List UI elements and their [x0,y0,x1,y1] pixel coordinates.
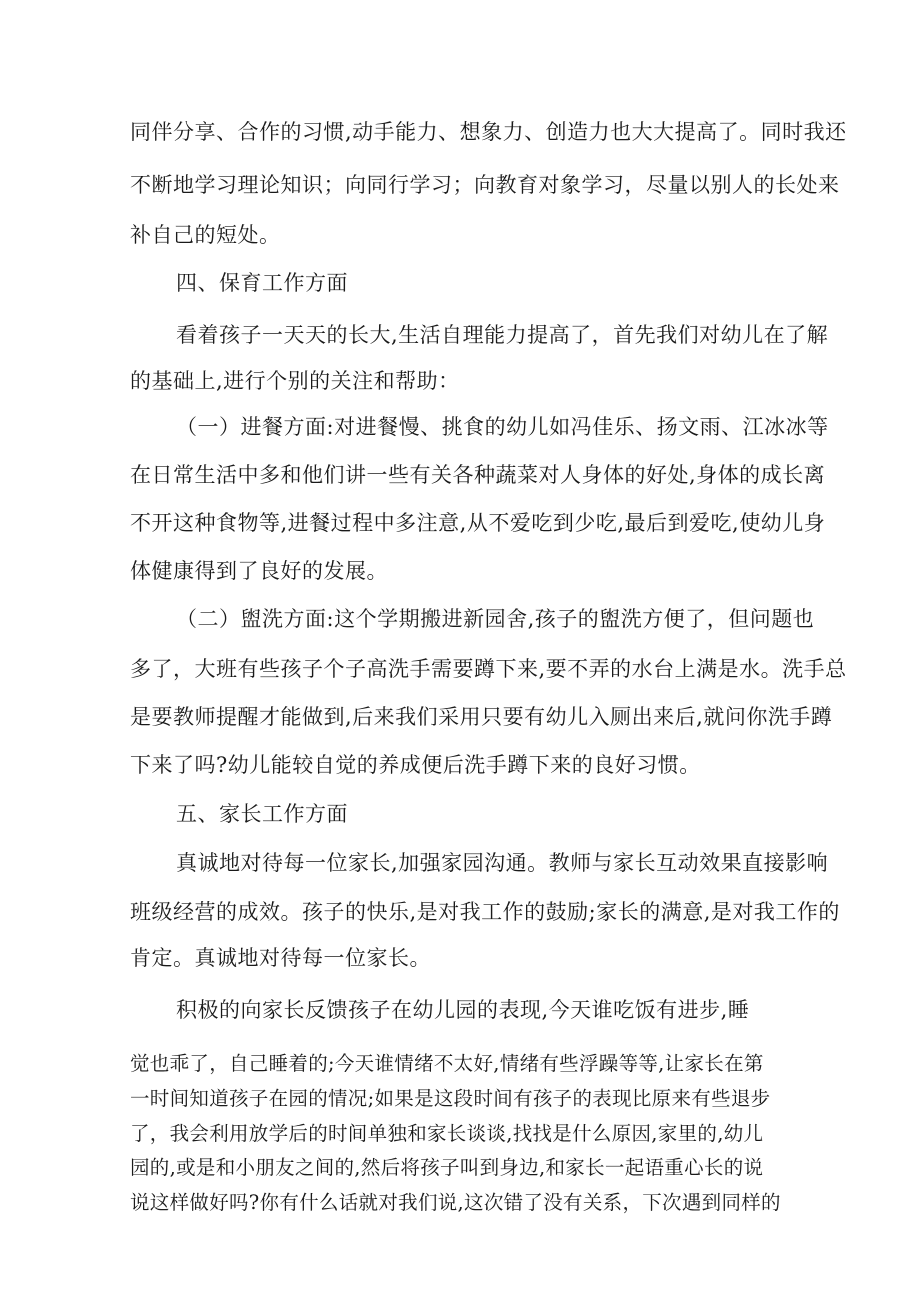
paragraph-line: 了，我会利用放学后的时间单独和家长谈谈,找找是什么原因,家里的,幼儿 [130,1122,764,1145]
paragraph-line: 觉也乖了，自己睡着的;今天谁情绪不太好,情绪有些浮躁等等,让家长在第 [130,1052,764,1075]
section-heading-4: 四、保育工作方面 [176,271,348,295]
paragraph-line: 不开这种食物等,进餐过程中多注意,从不爱吃到少吃,最后到爱吃,使幼儿身 [130,511,826,535]
paragraph-line: 一时间知道孩子在园的情况;如果是这段时间有孩子的表现比原来有些退步 [130,1087,771,1110]
paragraph-line: 下来了吗?幼儿能较自觉的养成便后洗手蹲下来的良好习惯。 [130,753,701,777]
paragraph-line: 在日常生活中多和他们讲一些有关各种蔬菜对人身体的好处,身体的成长离 [130,463,826,487]
paragraph-line: 看着孩子一天天的长大,生活自理能力提高了，首先我们对幼儿在了解 [176,323,829,347]
paragraph-line: 同伴分享、合作的习惯,动手能力、想象力、创造力也大大提高了。同时我还 [130,120,847,144]
paragraph-line: 积极的向家长反馈孩子在幼儿园的表现,今天谁吃饭有进步,睡 [176,998,750,1022]
paragraph-line: 体健康得到了良好的发展。 [130,559,388,583]
paragraph-line: 是要教师提醒才能做到,后来我们采用只要有幼儿入厕出来后,就问你洗手蹲 [130,705,833,729]
paragraph-line: 补自己的短处。 [130,223,281,247]
paragraph-line: 班级经营的成效。孩子的快乐,是对我工作的鼓励;家长的满意,是对我工作的 [130,900,840,924]
paragraph-line: 多了，大班有些孩子个子高洗手需要蹲下来,要不弄的水台上满是水。洗手总 [130,657,847,681]
paragraph-line: （二）盥洗方面:这个学期搬进新园舍,孩子的盥洗方便了，但问题也 [176,607,815,631]
paragraph-line: 的基础上,进行个别的关注和帮助： [130,369,460,393]
section-heading-5: 五、家长工作方面 [176,802,348,826]
paragraph-line: 肯定。真诚地对待每一位家长。 [130,946,431,970]
paragraph-line: 真诚地对待每一位家长,加强家园沟通。教师与家长互动效果直接影响 [176,851,829,875]
paragraph-line: 不断地学习理论知识；向同行学习；向教育对象学习，尽量以别人的长处来 [130,173,840,197]
paragraph-line: 园的,或是和小朋友之间的,然后将孩子叫到身边,和家长一起语重心长的说 [130,1156,764,1179]
paragraph-line: 说这样做好吗?你有什么话就对我们说,这次错了没有关系，下次遇到同样的 [130,1191,781,1214]
paragraph-line: （一）进餐方面:对进餐慢、挑食的幼儿如冯佳乐、扬文雨、江冰冰等 [176,415,829,439]
